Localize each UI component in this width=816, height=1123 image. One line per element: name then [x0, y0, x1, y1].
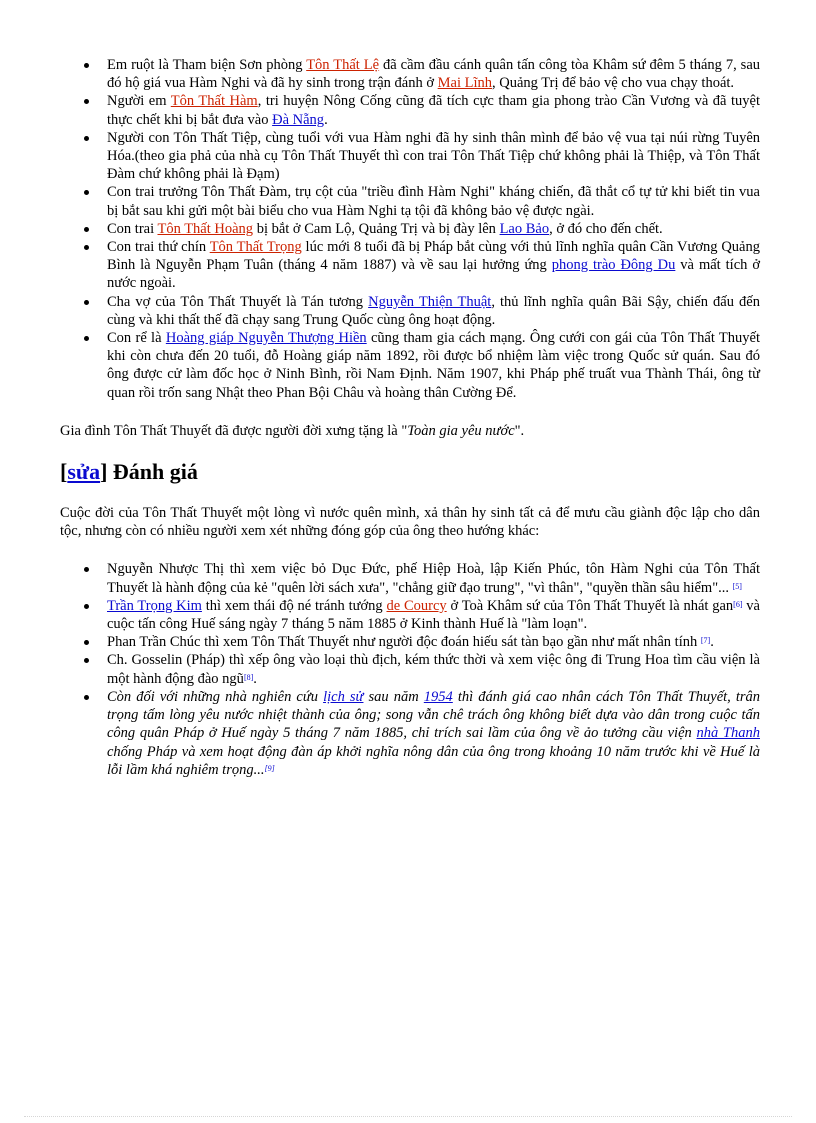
- link-nha-thanh[interactable]: nhà Thanh: [696, 725, 760, 742]
- text: và cuộc tấn công Huế sáng ngày 7 tháng 5 năm 1885 ở Kinh thành Huế là "làm loạn".: [107, 597, 760, 633]
- list-item: [107, 651, 760, 687]
- text: Nguyễn Nhược Thị thì xem việc bỏ Dục Đức, phế Hiệp Hoà, lập Kiến Phúc, tôn Hàm Nghi của Tôn Thất Thuyết là hành động của kẻ "quên lời sách xưa", "chẳng giữ đạo trung", "vì thân", "quyền thần sâu hiểm"...: [107, 561, 760, 596]
- text: Con trai: [107, 220, 158, 237]
- text: chống Pháp và xem hoạt động đàn áp khởi nghĩa nông dân của ông trong khoảng 10 năm trước khi về Huế là lỗi lầm khá nghiêm trọng...: [107, 743, 760, 778]
- edit-section-link[interactable]: sửa: [67, 459, 101, 485]
- text: , thủ lĩnh nghĩa quân Bãi Sậy, chiến đấu đến cùng và khi thất thế đã chạy sang Trung Quốc cùng ông hoạt động.: [107, 293, 760, 328]
- link-lao-bao[interactable]: Lao Bảo: [499, 220, 550, 237]
- assessment-list: [60, 560, 760, 778]
- text: Con trai thứ chín: [107, 239, 210, 256]
- text: .: [253, 670, 257, 687]
- article-body: [60, 56, 760, 779]
- list-item: [107, 293, 760, 329]
- reference-link[interactable]: [8]: [243, 672, 254, 682]
- text: sau năm: [363, 688, 424, 705]
- text: bị bắt ở Cam Lộ, Quảng Trị và bị đày lên: [253, 220, 500, 237]
- paragraph-intro: Cuộc đời của Tôn Thất Thuyết một lòng vì nước quên mình, xả thân hy sinh tất cả để mưu cầu giành độc lập cho dân tộc, nhưng còn có nhiều người xem xét những đóng góp của ông theo hướng khác:: [60, 505, 760, 540]
- reference-link[interactable]: [7]: [700, 636, 711, 646]
- bracket-close: ]: [100, 459, 108, 485]
- text: Con trai trưởng Tôn Thất Đàm, trụ cột của "triều đình Hàm Nghi" kháng chiến, đã thắt cổ tự tử khi biết tin vua bị bắt sau khi gửi một bài biểu cho vua Hàm Nghi tạ tội đã không bảo vệ được ngài.: [107, 184, 760, 219]
- family-list: [60, 56, 760, 402]
- link-ton-that-trong[interactable]: Tôn Thất Trọng: [209, 239, 302, 256]
- list-item: [107, 560, 760, 596]
- reference-link[interactable]: [9]: [264, 763, 275, 773]
- text: , ở đó cho đến chết.: [549, 220, 663, 237]
- link-mai-linh[interactable]: Mai Lĩnh: [437, 75, 493, 92]
- heading-title: Đánh giá: [107, 459, 198, 485]
- link-nguyen-thuong-hien[interactable]: Hoàng giáp Nguyễn Thượng Hiền: [165, 330, 367, 347]
- list-item: [107, 220, 760, 238]
- text: ".: [514, 422, 525, 439]
- reference-link[interactable]: [5]: [732, 581, 742, 591]
- text: Em ruột là Tham biện Sơn phòng: [107, 57, 307, 73]
- list-item: [107, 238, 760, 293]
- text: .: [710, 634, 714, 651]
- text: lúc mới 8 tuổi đã bị Pháp bắt cùng với thủ lĩnh nghĩa quân Cần Vương Quảng Bình là Nguyễn Phạm Tuân (tháng 4 năm 1887) và về sau lại hưởng ứng: [107, 239, 760, 274]
- list-item: [107, 329, 760, 402]
- page-divider: [24, 1116, 792, 1117]
- list-item: [107, 129, 760, 184]
- text: , Quảng Trị để bảo vệ cho vua chạy thoát.: [492, 75, 735, 92]
- text: thì xem thái độ né tránh tướng: [201, 597, 387, 614]
- list-item: [107, 56, 760, 92]
- paragraph-family: [60, 422, 760, 440]
- text: Cha vợ của Tôn Thất Thuyết là Tán tương: [107, 293, 369, 310]
- text: Phan Trần Chúc thì xem Tôn Thất Thuyết như người độc đoán hiếu sát tàn bạo gần như mất nhân tính: [107, 634, 698, 651]
- text: Người em: [107, 93, 171, 110]
- link-tran-trong-kim[interactable]: Trần Trọng Kim: [107, 597, 202, 614]
- text: .: [324, 111, 328, 128]
- reference-link[interactable]: [6]: [733, 599, 743, 609]
- list-item: [107, 688, 760, 779]
- text: Gia đình Tôn Thất Thuyết đã được người đời xưng tặng là ": [60, 422, 408, 439]
- list-item: [107, 183, 760, 219]
- link-phong-trao-dong-du[interactable]: phong trào Đông Du: [551, 257, 676, 274]
- link-da-nang[interactable]: Đà Nẵng: [272, 111, 325, 128]
- link-lich-su[interactable]: lịch sử: [323, 688, 364, 705]
- text: ở Toà Khâm sứ của Tôn Thất Thuyết là nhát gan: [446, 597, 734, 614]
- link-nguyen-thien-thuat[interactable]: Nguyễn Thiện Thuật: [368, 293, 492, 310]
- section-heading-danh-gia: [60, 458, 760, 486]
- list-item: [107, 597, 760, 633]
- text: Con rể là: [107, 330, 166, 347]
- text: và mất tích ở nước ngoài.: [107, 257, 760, 292]
- link-1954[interactable]: 1954: [423, 688, 453, 705]
- link-ton-that-hoang[interactable]: Tôn Thất Hoàng: [157, 220, 254, 237]
- text: Ch. Gosselin (Pháp) thì xếp ông vào loại thù địch, kém thức thời và xem việc ông đi Trung Hoa tìm cầu viện là một hành động đào ngũ: [107, 652, 760, 687]
- list-item: [107, 92, 760, 128]
- text: thì đánh giá cao nhân cách Tôn Thất Thuyết, trân trọng tấm lòng yêu nước nhiệt thành của ông; song vẫn chê trách ông không biết dựa vào dân trong cuộc tấn công quân Pháp ở Huế ngày 5 tháng 7 năm 1885, chỉ trích sai lầm của ông về ảo tưởng cầu viện: [107, 688, 761, 742]
- link-ton-that-le[interactable]: Tôn Thất Lệ: [306, 57, 380, 73]
- emphasis-text: Toàn gia yêu nước: [407, 422, 515, 439]
- text: , tri huyện Nông Cống cũng đã tích cực tham gia phong trào Cần Vương và đã tuyệt thực chết khi bị bắt đưa vào: [107, 93, 760, 128]
- link-de-courcy[interactable]: de Courcy: [386, 597, 447, 614]
- bracket-open: [: [60, 459, 68, 485]
- list-item: [107, 633, 760, 651]
- text: cũng tham gia cách mạng. Ông cưới con gái của Tôn Thất Thuyết khi còn chưa đến 20 tuổi, đỗ Hoàng giáp năm 1892, rồi được bổ nhiệm làm việc trong Quốc sử quán. Sau đó ông được cử làm đốc học ở Ninh Bình, rồi Nam Định. Năm 1907, khi Pháp phế truất vua Thành Thái, ông từ quan rồi trốn sang Nhật theo Phan Bội Châu và hoàng thân Cường Để.: [107, 330, 760, 401]
- text: đã cầm đầu cánh quân tấn công tòa Khâm sứ đêm 5 tháng 7, sau đó hộ giá vua Hàm Nghi và đã hy sinh trong trận đánh ở: [107, 57, 761, 92]
- text: Người con Tôn Thất Tiệp, cùng tuổi với vua Hàm nghi đã hy sinh thân mình để bảo vệ vua tại núi rừng Tuyên Hóa.(theo gia phả của nhà cụ Tôn Thất Thuyết thì con trai Tôn Thất Tiệp chứ không phải là Thiệp, và Tôn Thất Đàm chứ không phải là Đạm): [107, 129, 760, 183]
- text: Còn đối với những nhà nghiên cứu: [107, 688, 324, 705]
- link-ton-that-ham[interactable]: Tôn Thất Hàm: [170, 93, 258, 110]
